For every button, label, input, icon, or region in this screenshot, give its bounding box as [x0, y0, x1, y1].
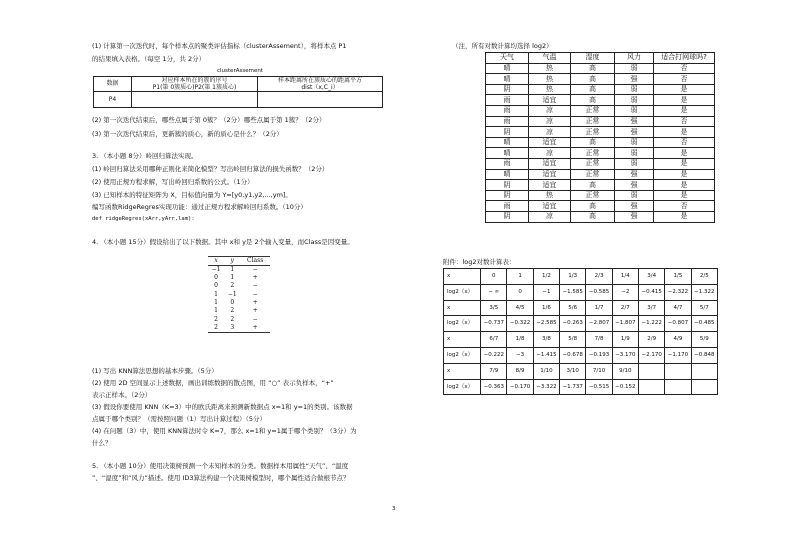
weather-row-cell: 适宜	[529, 95, 571, 106]
knn-row	[208, 282, 270, 290]
log-row-cell: 3/4	[639, 269, 665, 285]
weather-row	[486, 95, 715, 106]
log-row-cell: −3.170	[612, 347, 638, 363]
q5-line2: ”、“湿度”和“风力”描述。使用 ID3算法构建一个决策树模型时，哪个属性适合做根节点？	[92, 474, 350, 482]
q3-title: 3. （本小题 8分）岭回归算法实现。	[92, 152, 198, 160]
log-row-cell: −0.222	[481, 347, 507, 363]
q4-sub1: (1) 写出 KNN算法思想的基本步骤。（5分）	[92, 367, 218, 375]
weather-row-cell: 雨	[486, 95, 529, 106]
log-row-cell: −0.848	[691, 347, 717, 363]
weather-row-cell: 晴	[486, 74, 529, 85]
log-row-cell: 3/10	[560, 363, 586, 379]
log-row-cell	[639, 379, 665, 395]
knn-header-row	[208, 257, 270, 266]
weather-row-cell: 强	[615, 180, 654, 191]
log-row-cell: −1.585	[560, 284, 586, 300]
weather-row-cell: 弱	[615, 137, 654, 148]
knn-row	[208, 273, 270, 281]
q1-sub3: (3) 第一次迭代结束后，更新簇的质心，新的质心是什么？（2分）	[92, 130, 283, 138]
knn-data-table	[208, 256, 270, 333]
weather-row-cell: 强	[615, 116, 654, 127]
knn-row-cell: +	[252, 323, 258, 331]
log-row-cell: −1	[533, 284, 559, 300]
weather-row-cell: 高	[571, 74, 615, 85]
weather-row-cell: 是	[654, 169, 715, 180]
cluster-header-distance-line2: dist（x,C_i）	[301, 84, 339, 92]
weather-row-cell: 凉	[529, 116, 571, 127]
log-row-cell: 0	[481, 269, 507, 285]
weather-row-cell: 高	[571, 201, 615, 212]
log-row	[444, 347, 718, 363]
log-row-cell: −2.170	[639, 347, 665, 363]
log-row-cell: log2（x）	[444, 284, 481, 300]
log-row-cell: 2/9	[639, 332, 665, 348]
log-row-cell: −2.585	[533, 316, 559, 332]
weather-row-cell: 阴	[486, 211, 529, 222]
log-row-cell: −1.807	[612, 316, 638, 332]
log-row-cell: 1/3	[560, 269, 586, 285]
weather-row-cell: 阴	[486, 180, 529, 191]
cluster-header-distance	[258, 77, 383, 92]
knn-row	[208, 315, 270, 323]
q1-sub1: (1) 计算第一次迭代时，每个样本点的聚类评估指标（clusterAssement），将样本点 P1	[92, 42, 347, 50]
log-row-cell: 1	[507, 269, 533, 285]
weather-row	[486, 180, 715, 191]
weather-header-temp: 气温	[529, 53, 571, 64]
weather-row-cell: 热	[529, 190, 571, 201]
log-row-cell: x	[444, 332, 481, 348]
weather-row-cell: 晴	[486, 169, 529, 180]
log-row-cell: 5/8	[560, 332, 586, 348]
log-row-cell: x	[444, 363, 481, 379]
knn-body	[208, 265, 270, 332]
weather-row-cell: 是	[654, 105, 715, 116]
weather-header-row	[486, 53, 715, 64]
weather-row-cell: 阴	[486, 190, 529, 201]
log-row-cell	[665, 379, 691, 395]
cluster-caption: clusterAssement	[217, 68, 263, 74]
weather-row-cell: 是	[654, 158, 715, 169]
log-row-cell	[691, 379, 717, 395]
knn-row	[208, 324, 270, 332]
weather-row-cell: 阴	[486, 127, 529, 138]
weather-row-cell: 否	[654, 116, 715, 127]
weather-row-cell: 弱	[615, 105, 654, 116]
q1-sub1-cont: 的结果填入表格。（每空 1分，共 2分）	[92, 55, 206, 63]
cluster-row-distance-cell[interactable]	[258, 92, 383, 108]
log-row-cell: −2.807	[586, 316, 612, 332]
weather-row	[486, 84, 715, 95]
knn-row-cell: 1	[214, 290, 218, 298]
log-row-cell: 1/6	[533, 300, 559, 316]
knn-row-cell: 3	[230, 323, 235, 331]
weather-header-wind: 风力	[615, 53, 654, 64]
q4-sub2: (2) 使用 2D 空间显示上述数据，画出训练数据的散点图，用 “○” 表示负样本，“+”	[92, 379, 334, 387]
weather-row-cell: 热	[529, 74, 571, 85]
weather-row-cell: 正常	[571, 105, 615, 116]
weather-row-cell: 弱	[615, 148, 654, 159]
log-row-cell: −0.363	[481, 379, 507, 395]
log-row-cell: 1/4	[612, 269, 638, 285]
log-row-cell: −0.678	[560, 347, 586, 363]
weather-row-cell: 晴	[486, 148, 529, 159]
log-row-cell: −3.322	[533, 379, 559, 395]
weather-row-cell: 是	[654, 211, 715, 222]
weather-row-cell: 凉	[529, 105, 571, 116]
knn-row	[208, 307, 270, 315]
log-caption: 附件：log2对数计算表：	[443, 258, 516, 266]
cluster-assessment-table	[93, 76, 383, 108]
knn-row-cell: 0	[214, 282, 218, 290]
knn-row-cell: +	[252, 299, 258, 306]
log-row	[444, 332, 718, 348]
weather-row-cell: 雨	[486, 201, 529, 212]
log-body	[444, 269, 718, 395]
weather-row-cell: 适宜	[529, 180, 571, 191]
weather-row	[486, 201, 715, 212]
weather-row-cell: 弱	[615, 63, 654, 74]
weather-row-cell: 适宜	[529, 137, 571, 148]
log-row-cell: log2（x）	[444, 379, 481, 395]
weather-row	[486, 137, 715, 148]
weather-row-cell: 是	[654, 190, 715, 201]
log-row-cell	[691, 363, 717, 379]
weather-row-cell: 强	[615, 211, 654, 222]
log-row-cell: − ∞	[481, 284, 507, 300]
log-row-cell: −0.515	[586, 379, 612, 395]
knn-row-cell: −	[252, 315, 258, 323]
weather-row-cell: 否	[654, 63, 715, 74]
log-row-cell: −0.807	[665, 316, 691, 332]
knn-row-cell: 1	[230, 273, 235, 281]
log-row	[444, 316, 718, 332]
log-row	[444, 379, 718, 395]
weather-row-cell: 正常	[571, 158, 615, 169]
q4-sub4: (4) 在问题（3）中，使用 KNN算法时令 K=7，那么 x=1和 y=1属于哪个类别？（3分）为	[92, 427, 357, 435]
q4-sub4-cont: 什么？	[92, 439, 112, 447]
weather-row-cell: 弱	[615, 84, 654, 95]
log-row-cell: 5/6	[560, 300, 586, 316]
log-row	[444, 269, 718, 285]
log-row-cell: 7/10	[586, 363, 612, 379]
log-row-cell: −1.222	[639, 316, 665, 332]
log-row-cell: 3/8	[533, 332, 559, 348]
knn-header-x: x	[208, 257, 224, 266]
knn-row	[208, 290, 270, 298]
log-row-cell: 5/9	[691, 332, 717, 348]
log-row-cell: −1.170	[665, 347, 691, 363]
weather-row	[486, 211, 715, 222]
log-row-cell: 0	[507, 284, 533, 300]
knn-row-cell: 1	[214, 299, 218, 306]
log-row-cell: −0.193	[586, 347, 612, 363]
weather-row-cell: 弱	[615, 95, 654, 106]
weather-row-cell: 高	[571, 84, 615, 95]
knn-header-y: y	[224, 257, 240, 266]
weather-row-cell: 雨	[486, 158, 529, 169]
log-row-cell: −0.737	[481, 316, 507, 332]
knn-row-cell: 1	[230, 265, 235, 273]
weather-row-cell: 高	[571, 95, 615, 106]
log-row-cell: 7/8	[586, 332, 612, 348]
log-row-cell: −0.170	[507, 379, 533, 395]
log-row-cell: 1/8	[507, 332, 533, 348]
log-row-cell: 2/3	[586, 269, 612, 285]
weather-row-cell: 正常	[571, 190, 615, 201]
cluster-header-index-line1: 对应样本所在的簇的序号	[161, 77, 228, 84]
log-row-cell: 1/7	[586, 300, 612, 316]
weather-row-cell: 高	[571, 211, 615, 222]
weather-row-cell: 雨	[486, 105, 529, 116]
log-row-cell: −1.737	[560, 379, 586, 395]
log-row-cell: 5/7	[691, 300, 717, 316]
cluster-header-index	[132, 77, 258, 92]
weather-row	[486, 63, 715, 74]
knn-row-cell: −1	[227, 290, 237, 298]
q1-sub2: (2) 第一次迭代结束后，哪些点属于第 0簇？（2分）哪些点属于第 1簇？（2分）	[92, 116, 326, 124]
weather-header-play: 适合打网球吗?	[654, 53, 715, 64]
weather-row-cell: 适宜	[529, 158, 571, 169]
log-row-cell: 9/10	[612, 363, 638, 379]
log-row	[444, 363, 718, 379]
weather-header-humidity: 湿度	[571, 53, 615, 64]
log-row-cell: 1/9	[612, 332, 638, 348]
weather-row-cell: 否	[654, 74, 715, 85]
knn-header-class: Class	[240, 257, 270, 266]
cluster-row-label: P4	[94, 92, 132, 108]
q4-title: 4. （本小题 15分）假设给出了以下数据。其中 x和 y是 2个输入变量，而Class是因变量。	[92, 238, 354, 246]
q3-code: def ridgeRegres(xArr,yArr,lam):	[92, 216, 195, 222]
knn-row-cell: 2	[230, 282, 235, 290]
weather-row	[486, 74, 715, 85]
cluster-row-index-cell[interactable]	[132, 92, 258, 108]
log-row-cell: −1.415	[533, 347, 559, 363]
weather-row-cell: 是	[654, 84, 715, 95]
weather-row-cell: 热	[529, 63, 571, 74]
weather-row-cell: 阴	[486, 84, 529, 95]
knn-row-cell: +	[252, 307, 258, 315]
weather-row	[486, 158, 715, 169]
weather-body	[486, 63, 715, 222]
page-number: 3	[392, 506, 396, 512]
log-row-cell: 1/5	[665, 269, 691, 285]
log-row-cell	[665, 363, 691, 379]
log-row-cell: −3	[507, 347, 533, 363]
log-row-cell: 2/7	[612, 300, 638, 316]
weather-row-cell: 高	[571, 63, 615, 74]
cluster-header-data: 数据	[94, 77, 132, 92]
weather-row	[486, 148, 715, 159]
log-row-cell: 6/7	[481, 332, 507, 348]
weather-row-cell: 否	[654, 137, 715, 148]
log-row-cell: 7/9	[481, 363, 507, 379]
weather-row-cell: 正常	[571, 169, 615, 180]
knn-row-cell: 0	[230, 299, 235, 306]
q4-sub3-cont: 点属于哪个类别？（需按照问题（1）写出计算过程）（5分）	[92, 415, 267, 423]
q3-sub1: (1) 岭回归算法采用哪种正则化来简化模型？写出岭回归算法的损失函数？（2分）	[92, 165, 329, 173]
knn-row	[208, 265, 270, 273]
log-table	[443, 268, 718, 395]
knn-row-cell: 1	[214, 307, 218, 315]
weather-row-cell: 正常	[571, 127, 615, 138]
weather-row-cell: 强	[615, 169, 654, 180]
weather-row	[486, 190, 715, 201]
log-row-cell: log2（x）	[444, 316, 481, 332]
log-row-cell: −0.485	[691, 316, 717, 332]
knn-row-cell: 2	[230, 307, 235, 315]
log-row-cell: 2/5	[691, 269, 717, 285]
q3-sub3-cont: 编写函数RidgeRegres实现功能：通过正规方程求解岭回归系数。（10分）	[92, 203, 307, 211]
weather-row-cell: 雨	[486, 116, 529, 127]
log-row-cell	[639, 363, 665, 379]
weather-row-cell: 凉	[529, 148, 571, 159]
weather-row-cell: 晴	[486, 63, 529, 74]
log-row-cell: x	[444, 269, 481, 285]
weather-row-cell: 否	[654, 201, 715, 212]
q3-sub3: (3) 已知样本的特征矩阵为 X，目标值向量为 Y=[y0,y1,y2,...,ym]。	[92, 191, 292, 199]
knn-row-cell: −1	[211, 265, 221, 273]
knn-row-cell: 2	[214, 323, 218, 331]
log-row-cell: 3/7	[639, 300, 665, 316]
weather-row-cell: 正常	[571, 116, 615, 127]
log-row-cell: 4/9	[665, 332, 691, 348]
weather-row-cell: 晴	[486, 137, 529, 148]
log-row-cell: −0.415	[639, 284, 665, 300]
knn-row-cell: −	[252, 265, 258, 273]
weather-row-cell: 高	[571, 180, 615, 191]
weather-row-cell: 热	[529, 84, 571, 95]
log-row-cell: log2（x）	[444, 347, 481, 363]
log-row-cell: −2	[612, 284, 638, 300]
knn-row-cell: −	[252, 282, 258, 290]
q5-title: 5. （本小题 10分）使用决策树预测一个未知样本的分类。数据样本用属性“天气”、“温度	[92, 462, 349, 470]
log-row	[444, 284, 718, 300]
cluster-header-index-line2: P1(第 0簇质心)P2(第 1簇质心)	[152, 84, 237, 92]
weather-row	[486, 127, 715, 138]
weather-row-cell: 正常	[571, 148, 615, 159]
weather-table	[485, 52, 715, 223]
log-row-cell: −0.263	[560, 316, 586, 332]
log-row-cell: −0.585	[586, 284, 612, 300]
knn-row	[208, 299, 270, 307]
knn-row-cell: −	[252, 290, 258, 298]
weather-row	[486, 105, 715, 116]
cluster-header-distance-line1: 样本距离所在簇质心的距离平方	[277, 77, 362, 84]
q3-sub2: (2) 使用正规方程求解，写出岭回归系数的公式。（1分）	[92, 178, 254, 186]
log-row-cell: 4/7	[665, 300, 691, 316]
weather-header-outlook: 天气	[486, 53, 529, 64]
weather-row-cell: 凉	[529, 211, 571, 222]
log-row-cell: 8/9	[507, 363, 533, 379]
weather-row-cell: 是	[654, 127, 715, 138]
log-row-cell: −0.152	[612, 379, 638, 395]
weather-row-cell: 强	[615, 74, 654, 85]
q4-sub3: (3) 假设你要使用 KNN（K=3）中的欧氏距离来预测新数据点 x=1和 y=1的类别。该数据	[92, 403, 353, 411]
knn-row-cell: 2	[214, 315, 218, 323]
log-row-cell: −0.322	[507, 316, 533, 332]
weather-row-cell: 适宜	[529, 169, 571, 180]
weather-row-cell: 高	[571, 137, 615, 148]
log-row-cell: x	[444, 300, 481, 316]
weather-row-cell: 是	[654, 148, 715, 159]
knn-row-cell: +	[252, 273, 258, 281]
weather-row	[486, 169, 715, 180]
knn-row-cell: 0	[214, 273, 218, 281]
weather-row-cell: 适宜	[529, 201, 571, 212]
weather-row-cell: 是	[654, 95, 715, 106]
q4-sub2-cont: 表示正样本。（2分）	[92, 391, 152, 399]
log-row-cell: 1/2	[533, 269, 559, 285]
weather-row-cell: 弱	[615, 158, 654, 169]
weather-row-cell: 强	[615, 201, 654, 212]
weather-row-cell: 强	[615, 127, 654, 138]
weather-row-cell: 凉	[529, 127, 571, 138]
weather-row	[486, 116, 715, 127]
log-row-cell: 3/5	[481, 300, 507, 316]
log-row-cell: 4/5	[507, 300, 533, 316]
log-row-cell: −1.322	[691, 284, 717, 300]
log-row-cell: −2.322	[665, 284, 691, 300]
log-note: （注，所有对数计算均选择 log2）	[452, 42, 553, 50]
log-row-cell: 1/10	[533, 363, 559, 379]
weather-row-cell: 是	[654, 180, 715, 191]
knn-row-cell: 2	[230, 315, 235, 323]
log-row	[444, 300, 718, 316]
weather-row-cell: 弱	[615, 190, 654, 201]
